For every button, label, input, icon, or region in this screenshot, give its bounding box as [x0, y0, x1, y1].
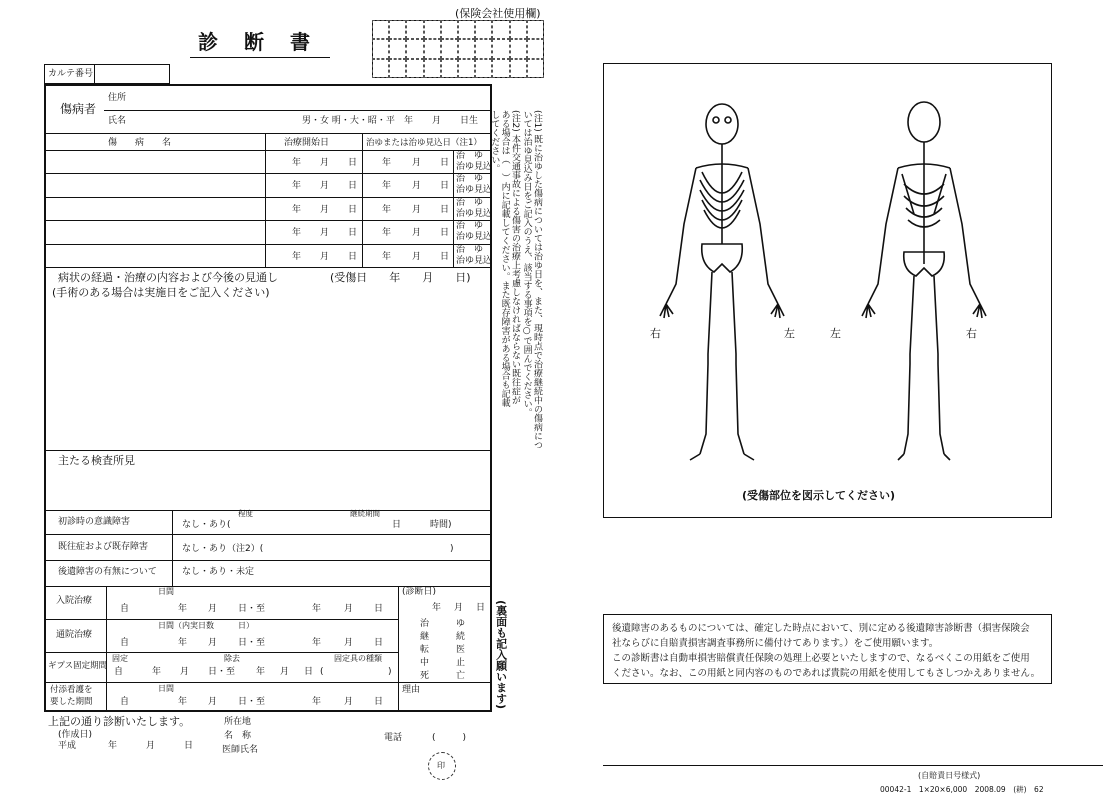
- disease-name-field[interactable]: [48, 151, 263, 172]
- expected-healed-status: 治ゆ見込: [456, 232, 493, 243]
- outcome-char: 死: [420, 671, 430, 681]
- notice-line-4: ください。なお、この用紙と同内容のものであれば貴院の用紙を使用してもさしつかえありません。: [612, 668, 1041, 679]
- start-month-unit: 月: [320, 228, 330, 239]
- start-year-unit: 年: [292, 228, 302, 239]
- healed-status: 治 ゆ: [456, 197, 484, 208]
- attendant-end-month: 月: [344, 697, 354, 707]
- insurer-use-cell[interactable]: [424, 59, 441, 78]
- notice-box: [603, 614, 1052, 684]
- diagnosis-day-unit: 日: [476, 603, 486, 613]
- healed-month-unit: 月: [412, 228, 422, 239]
- attendant-end-year: 年: [312, 697, 322, 707]
- insurer-use-cell[interactable]: [492, 20, 509, 39]
- insurer-use-cell[interactable]: [441, 59, 458, 78]
- name-field[interactable]: [140, 112, 290, 132]
- print-code: 00042-1 1×20×6,000 2008.09 (耕) 62: [880, 785, 1044, 794]
- start-day-unit: 日: [348, 251, 358, 262]
- inpatient-to: 日・至: [238, 604, 266, 614]
- exam-findings-label: 主たる検査所見: [58, 454, 135, 467]
- insurer-use-cell[interactable]: [372, 39, 389, 58]
- diagnosis-month-unit: 月: [454, 603, 464, 613]
- facility-name-label: 名 称: [224, 731, 252, 741]
- healed-month-unit: 月: [412, 181, 422, 192]
- start-day-unit: 日: [348, 204, 358, 215]
- fixture-close-paren: ): [388, 667, 392, 677]
- outcome-char: 亡: [456, 671, 466, 681]
- notice-line-3: この診断書は自動車損害賠償責任保険の処理上必要といたしますので、なるべくこの用紙をご使用: [612, 653, 1030, 664]
- outcome-char: 継: [420, 632, 430, 642]
- insurer-use-cell[interactable]: [441, 39, 458, 58]
- outpatient-year-unit: 年: [178, 638, 188, 648]
- insurer-use-cell[interactable]: [492, 59, 509, 78]
- skeleton-diagram[interactable]: [604, 64, 1051, 494]
- cast-label: ギプス固定期間: [48, 661, 108, 671]
- start-year-unit: 年: [292, 181, 302, 192]
- created-year-unit: 年: [108, 741, 118, 751]
- insurer-use-cell[interactable]: [492, 39, 509, 58]
- healed-day-unit: 日: [440, 181, 450, 192]
- insurer-use-cell[interactable]: [475, 20, 492, 39]
- outpatient-month-unit: 月: [208, 638, 218, 648]
- skeleton-back: [862, 102, 986, 460]
- outcome-char: ゆ: [456, 619, 466, 629]
- history-label: 既往症および既存障害: [58, 542, 149, 552]
- insurer-use-cell[interactable]: [527, 20, 544, 39]
- start-day-unit: 日: [348, 181, 358, 192]
- start-year-unit: 年: [292, 251, 302, 262]
- insurer-use-cell[interactable]: [389, 39, 406, 58]
- history-options[interactable]: なし・あり（注2）(: [182, 544, 264, 554]
- insurer-use-cell[interactable]: [424, 39, 441, 58]
- healed-status: 治 ゆ: [456, 221, 484, 232]
- cast-removed-label: 除去: [224, 654, 240, 663]
- reason-label: 理由: [402, 685, 421, 695]
- insurer-use-cell[interactable]: [458, 20, 475, 39]
- healed-month-unit: 月: [412, 251, 422, 262]
- cast-to: 日・至: [208, 667, 236, 677]
- sequela-options[interactable]: なし・あり・未定: [182, 567, 255, 577]
- healed-date-header: 治ゆまたは治ゆ見込日（注1）: [366, 138, 482, 148]
- diagnosis-date-label: (診断日): [402, 587, 437, 597]
- cast-end-day: 日: [304, 667, 314, 677]
- cast-end-month: 月: [280, 667, 290, 677]
- outpatient-period: 日間（内実日数 日）: [158, 621, 254, 630]
- inpatient-month-unit: 月: [208, 604, 218, 614]
- attendant-end-day: 日: [374, 697, 384, 707]
- expected-healed-status: 治ゆ見込: [456, 162, 493, 172]
- insurer-use-cell[interactable]: [389, 59, 406, 78]
- insurer-use-cell[interactable]: [527, 39, 544, 58]
- cast-end-year: 年: [256, 667, 266, 677]
- notice-line-1: 後遺障害のあるものについては、確定した時点において、別に定める後遺障害診断書（損害保険会: [612, 623, 1030, 634]
- attendant-from: 自: [120, 697, 130, 707]
- fixture-type-label: 固定具の種類: [334, 654, 382, 663]
- start-day-unit: 日: [348, 158, 358, 168]
- healed-day-unit: 日: [440, 228, 450, 239]
- back-right-label: 右: [966, 327, 977, 340]
- disease-name-field[interactable]: [48, 245, 263, 266]
- insurer-use-cell[interactable]: [475, 59, 492, 78]
- insurer-use-cell[interactable]: [510, 39, 527, 58]
- start-month-unit: 月: [320, 251, 330, 262]
- expected-healed-status: 治ゆ見込: [456, 255, 493, 266]
- attendant-label-1: 付添看護を: [50, 685, 93, 695]
- insurer-use-cell[interactable]: [527, 59, 544, 78]
- back-side-note: (裏面も記入願います): [494, 600, 508, 710]
- progress-label: 病状の経過・治療の内容および今後の見通し: [58, 271, 278, 284]
- outpatient-to: 日・至: [238, 638, 266, 648]
- outpatient-end-year: 年: [312, 638, 322, 648]
- note-2: (注2) 本件交通事故による傷害の治療上考慮しなければならない既往症がある場合は（ ）内に記載してください。また既存障害がある場合も記載してください。: [489, 110, 520, 407]
- disease-name-header: 傷 病 名: [108, 138, 172, 148]
- consciousness-hours-unit: 時間): [430, 520, 452, 530]
- sex-era-options[interactable]: 男・女 明・大・昭・平: [302, 116, 395, 126]
- insurer-use-cell[interactable]: [510, 20, 527, 39]
- skeleton-front: [660, 104, 784, 460]
- treatment-start-header: 治療開始日: [284, 138, 330, 148]
- outcome-char: 治: [420, 619, 430, 629]
- consciousness-label: 初診時の意識障害: [58, 517, 131, 527]
- attendant-year-unit: 年: [178, 697, 188, 707]
- sequela-label: 後遺障害の有無について: [58, 567, 157, 577]
- outpatient-label: 通院治療: [56, 630, 93, 640]
- insurer-use-cell[interactable]: [441, 20, 458, 39]
- healed-day-unit: 日: [440, 251, 450, 262]
- inpatient-end-month: 月: [344, 604, 354, 614]
- insurer-use-cell[interactable]: [510, 59, 527, 78]
- healed-year-unit: 年: [382, 204, 392, 215]
- inpatient-year-unit: 年: [178, 604, 188, 614]
- attendant-to: 日・至: [238, 697, 266, 707]
- insurer-use-cell[interactable]: [406, 59, 423, 78]
- insurer-use-label: (保険会社使用欄): [455, 7, 541, 20]
- attendant-period: 日間: [158, 684, 174, 693]
- start-year-unit: 年: [292, 158, 302, 168]
- healed-status: 治 ゆ: [456, 244, 484, 255]
- phone-label: 電話: [384, 733, 403, 743]
- insurer-use-cell[interactable]: [424, 20, 441, 39]
- karte-number-input[interactable]: [96, 65, 168, 83]
- created-day-unit: 日: [184, 741, 194, 751]
- insurer-use-cell[interactable]: [475, 39, 492, 58]
- note-1: (注1) 既に治ゆした傷病については治ゆ日を、また、現時点で治療継続中の傷病については治ゆ見込み日をご記入のうえ、該当する事項を○で囲んでください。: [521, 110, 542, 450]
- front-right-label: 右: [650, 327, 661, 340]
- cast-fixed-label: 固定: [112, 654, 128, 663]
- doctor-name-label: 医師氏名: [222, 745, 259, 755]
- disease-name-field[interactable]: [48, 221, 263, 242]
- address-label: 住所: [108, 93, 127, 103]
- front-left-label: 左: [784, 327, 795, 340]
- form-name: (自賠責日号様式): [918, 771, 981, 780]
- outcome-char: 医: [456, 645, 466, 655]
- exam-findings-field[interactable]: [48, 470, 488, 508]
- healed-day-unit: 日: [440, 204, 450, 215]
- cast-month-unit: 月: [180, 667, 190, 677]
- inpatient-label: 入院治療: [56, 596, 93, 606]
- start-day-unit: 日: [348, 228, 358, 239]
- healed-year-unit: 年: [382, 251, 392, 262]
- healed-status: 治 ゆ: [456, 151, 484, 161]
- location-label: 所在地: [224, 717, 252, 727]
- era-label: 平成: [58, 741, 77, 751]
- birth-month-unit: 月: [432, 116, 442, 126]
- inpatient-end-year: 年: [312, 604, 322, 614]
- inpatient-period-unit: 日間: [158, 587, 174, 596]
- insurer-use-cell[interactable]: [406, 39, 423, 58]
- outcome-char: 転: [420, 645, 430, 655]
- diagram-caption: (受傷部位を図示してください): [742, 489, 896, 502]
- disease-name-field[interactable]: [48, 198, 263, 219]
- insurer-use-cell[interactable]: [372, 59, 389, 78]
- insurer-use-cell[interactable]: [372, 20, 389, 39]
- seal-label: 印: [437, 761, 445, 770]
- degree-label: 程度: [238, 509, 253, 518]
- inpatient-from: 自: [120, 604, 130, 614]
- karte-number-label: カルテ番号: [48, 69, 94, 79]
- diagnosis-year-unit: 年: [432, 603, 442, 613]
- healed-year-unit: 年: [382, 181, 392, 192]
- healed-status: 治 ゆ: [456, 174, 484, 185]
- outcome-char: 中: [420, 658, 430, 668]
- attendant-label-2: 要した期間: [50, 697, 93, 707]
- attendant-month-unit: 月: [208, 697, 218, 707]
- outcome-char: 続: [456, 632, 466, 642]
- injury-date: (受傷日 年 月 日): [330, 271, 471, 284]
- healed-day-unit: 日: [440, 158, 450, 168]
- insurer-use-cell[interactable]: [389, 20, 406, 39]
- healed-month-unit: 月: [412, 204, 422, 215]
- phone-field[interactable]: ( ): [432, 733, 467, 743]
- outpatient-end-month: 月: [344, 638, 354, 648]
- disease-name-field[interactable]: [48, 174, 263, 195]
- insurer-use-cell[interactable]: [458, 39, 475, 58]
- insurer-use-cell[interactable]: [458, 59, 475, 78]
- expected-healed-status: 治ゆ見込: [456, 208, 493, 219]
- start-year-unit: 年: [292, 204, 302, 215]
- birth-year-unit: 年: [404, 116, 414, 126]
- address-field[interactable]: [140, 88, 488, 108]
- progress-field[interactable]: [48, 302, 488, 447]
- injured-person-label: 傷病者: [60, 102, 97, 116]
- healed-year-unit: 年: [382, 158, 392, 168]
- notice-line-2: 社ならびに自賠責損害調査事務所に備付けてあります。）をご使用願います。: [612, 638, 939, 649]
- inpatient-end-day: 日: [374, 604, 384, 614]
- start-month-unit: 月: [320, 158, 330, 168]
- start-month-unit: 月: [320, 181, 330, 192]
- cast-from: 自: [114, 667, 124, 677]
- consciousness-options[interactable]: なし・あり(: [182, 520, 231, 530]
- back-left-label: 左: [830, 327, 841, 340]
- expected-healed-status: 治ゆ見込: [456, 185, 493, 196]
- diagnosis-statement: 上記の通り診断いたします。: [48, 715, 191, 728]
- duration-label: 継続期間: [350, 509, 380, 518]
- insurer-use-cell[interactable]: [406, 20, 423, 39]
- healed-month-unit: 月: [412, 158, 422, 168]
- created-month-unit: 月: [146, 741, 156, 751]
- progress-sublabel: (手術のある場合は実施日をご記入ください): [52, 286, 270, 299]
- created-date-label: (作成日): [58, 730, 93, 740]
- consciousness-days-unit: 日: [392, 520, 402, 530]
- outpatient-from: 自: [120, 638, 130, 648]
- birth-day-unit: 日生: [460, 116, 479, 126]
- outcome-char: 止: [456, 658, 466, 668]
- healed-year-unit: 年: [382, 228, 392, 239]
- history-close-paren: ): [450, 544, 454, 554]
- cast-year-unit: 年: [152, 667, 162, 677]
- outpatient-end-day: 日: [374, 638, 384, 648]
- name-label: 氏名: [108, 116, 127, 126]
- page-title: 診断書: [198, 30, 336, 54]
- start-month-unit: 月: [320, 204, 330, 215]
- fixture-open-paren: (: [320, 667, 324, 677]
